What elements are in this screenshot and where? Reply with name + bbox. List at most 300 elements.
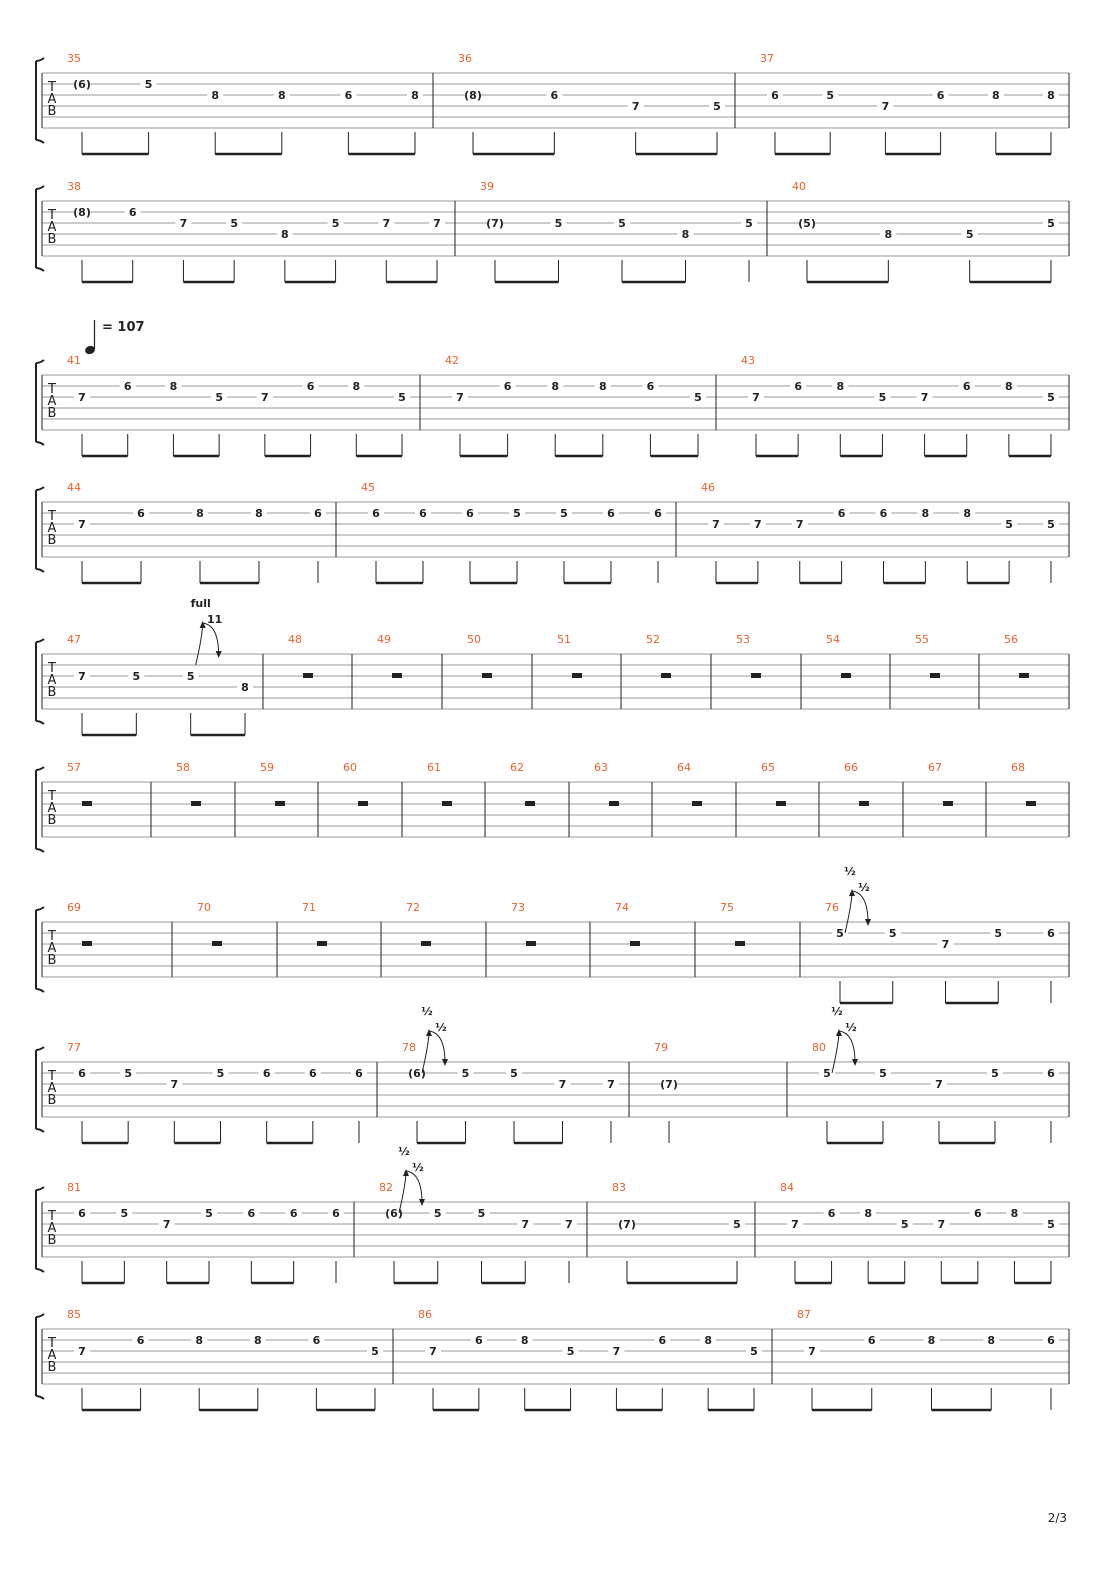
measure-number: 76 <box>825 901 839 914</box>
tab-clef-letter: B <box>47 1093 57 1108</box>
fret-number: 8 <box>1010 1207 1019 1220</box>
fret-number: 7 <box>565 1218 573 1231</box>
fret-number: 8 <box>196 507 204 520</box>
fret-number: 5 <box>745 217 753 230</box>
measure <box>735 52 1059 154</box>
measure-number: 35 <box>67 52 81 65</box>
fret-number: 6 <box>503 380 512 393</box>
fret-number: 5 <box>433 1207 442 1220</box>
measure-number: 47 <box>67 633 81 646</box>
measure-number: 63 <box>594 761 608 774</box>
fret-number: 7 <box>612 1345 621 1358</box>
measure-number: 37 <box>760 52 774 65</box>
measure-number: 87 <box>797 1308 811 1321</box>
bend-target: ½ <box>412 1161 424 1174</box>
fret-number: 7 <box>78 391 86 404</box>
fret-number: 7 <box>791 1218 799 1231</box>
fret-number: 5 <box>513 507 521 520</box>
measure-number: 74 <box>615 901 629 914</box>
tab-clef-letter: A <box>47 394 57 409</box>
fret-number: 8 <box>884 228 893 241</box>
tab-clef-letter: A <box>47 673 57 688</box>
fret-number: 5 <box>132 670 141 683</box>
fret-number: 7 <box>935 1078 943 1091</box>
fret-number: 6 <box>355 1067 363 1080</box>
fret-number: 8 <box>963 507 972 520</box>
measure-number: 48 <box>288 633 302 646</box>
fret-number: 5 <box>566 1345 575 1358</box>
measure <box>455 180 757 282</box>
fret-number: 8 <box>927 1334 936 1347</box>
measure-number: 73 <box>511 901 525 914</box>
bend-annotation <box>398 1145 425 1213</box>
tab-system <box>36 1005 1069 1143</box>
tab-clef-letter: B <box>47 1360 57 1375</box>
system-bracket <box>36 1187 44 1272</box>
fret-number: 5 <box>823 1067 831 1080</box>
rest-icon <box>442 801 452 806</box>
measure <box>67 901 92 946</box>
fret-number: 7 <box>521 1218 530 1231</box>
fret-number: 5 <box>461 1067 470 1080</box>
rest-icon <box>358 801 368 806</box>
fret-number: 6 <box>344 89 353 102</box>
fret-number: (8) <box>464 89 482 102</box>
measure-number: 68 <box>1011 761 1025 774</box>
system-bracket <box>36 639 44 724</box>
tab-clef-letter: T <box>48 208 56 223</box>
tab-clef-letter: B <box>47 685 57 700</box>
measure <box>767 180 1059 282</box>
rest-icon <box>82 941 92 946</box>
fret-number: (7) <box>486 217 504 230</box>
fret-number: 7 <box>631 100 640 113</box>
measure <box>354 1145 577 1283</box>
fret-number: 6 <box>332 1207 340 1220</box>
measure-number: 79 <box>654 1041 668 1054</box>
fret-number: 8 <box>195 1334 204 1347</box>
fret-number: (8) <box>73 206 91 219</box>
measure <box>67 481 326 583</box>
fret-number: 7 <box>795 518 804 531</box>
measure-number: 50 <box>467 633 481 646</box>
tab-system <box>36 1308 1069 1410</box>
fret-number: 6 <box>137 507 145 520</box>
measure-number: 77 <box>67 1041 81 1054</box>
fret-number: 6 <box>1047 1067 1055 1080</box>
fret-number: 7 <box>808 1345 816 1358</box>
fret-number: 6 <box>78 1207 86 1220</box>
fret-number: 6 <box>419 507 427 520</box>
measure-number: 59 <box>260 761 274 774</box>
fret-number: 5 <box>994 927 1003 940</box>
measure-number: 51 <box>557 633 571 646</box>
fret-number: 6 <box>962 380 971 393</box>
fret-number: 6 <box>78 1067 86 1080</box>
fret-number: 8 <box>211 89 220 102</box>
fret-number: 5 <box>216 1067 225 1080</box>
rest-icon <box>1026 801 1036 806</box>
system-bracket <box>36 360 44 445</box>
fret-number: 6 <box>289 1207 298 1220</box>
measure <box>433 52 725 154</box>
tab-clef-letter: A <box>47 220 57 235</box>
measure <box>67 1308 383 1410</box>
measure-number: 36 <box>458 52 472 65</box>
bend-label: full <box>190 597 211 610</box>
rest-icon <box>525 801 535 806</box>
fret-number: 7 <box>78 670 86 683</box>
measure <box>676 481 1059 583</box>
bend-arrow-icon <box>196 623 203 665</box>
fret-number: 5 <box>826 89 835 102</box>
bend-annotation <box>831 1005 858 1073</box>
measure <box>336 481 666 583</box>
fret-number: 8 <box>991 89 1000 102</box>
rest-icon <box>421 941 431 946</box>
measure-number: 67 <box>928 761 942 774</box>
fret-number: 6 <box>827 1207 836 1220</box>
fret-number: 5 <box>205 1207 213 1220</box>
fret-number: 7 <box>433 217 441 230</box>
rest-icon <box>776 801 786 806</box>
measure-number: 57 <box>67 761 81 774</box>
arrow-up-icon <box>200 621 206 628</box>
fret-number: 7 <box>752 391 760 404</box>
arrow-up-icon <box>849 889 855 896</box>
fret-number: 6 <box>1047 927 1055 940</box>
tab-clef-letter: B <box>47 104 57 119</box>
measure-number: 86 <box>418 1308 432 1321</box>
fret-number: 7 <box>78 518 86 531</box>
fret-number: 5 <box>965 228 974 241</box>
system-bracket <box>36 1314 44 1399</box>
tab-clef-letter: T <box>48 1209 56 1224</box>
fret-number: 8 <box>411 89 419 102</box>
tab-clef-letter: A <box>47 941 57 956</box>
fret-number: 6 <box>867 1334 876 1347</box>
fret-number: 8 <box>864 1207 872 1220</box>
fret-number: 8 <box>598 380 607 393</box>
bend-annotation <box>844 865 871 933</box>
measure <box>629 1041 678 1143</box>
bend-arrow-icon <box>832 1031 839 1073</box>
measure <box>716 354 1059 456</box>
fret-number: 7 <box>881 100 890 113</box>
fret-number: (7) <box>618 1218 636 1231</box>
fret-number: 6 <box>309 1067 317 1080</box>
fret-number: 7 <box>607 1078 615 1091</box>
tab-clef-letter: B <box>47 953 57 968</box>
fret-number: 5 <box>1047 1218 1055 1231</box>
fret-number: 6 <box>314 507 322 520</box>
bend-target: 11 <box>207 613 223 626</box>
measure <box>67 1041 367 1143</box>
measure-number: 71 <box>302 901 316 914</box>
tab-clef-letter: T <box>48 1336 56 1351</box>
tab-systems <box>36 52 1069 1410</box>
arrow-up-icon <box>836 1029 842 1036</box>
measure-number: 85 <box>67 1308 81 1321</box>
measure <box>772 1308 1059 1410</box>
fret-number: 5 <box>991 1067 999 1080</box>
fret-number: 5 <box>510 1067 518 1080</box>
tempo-marking <box>84 320 145 355</box>
fret-number: 6 <box>550 89 559 102</box>
fret-number: 6 <box>475 1334 483 1347</box>
tab-system <box>36 180 1069 282</box>
measure <box>587 1181 745 1283</box>
tab-clef-letter: T <box>48 929 56 944</box>
tab-clef-letter: T <box>48 80 56 95</box>
tab-system <box>36 1145 1069 1283</box>
measure-number: 54 <box>826 633 840 646</box>
tab-clef-letter: T <box>48 661 56 676</box>
measure-number: 53 <box>736 633 750 646</box>
measure-number: 81 <box>67 1181 81 1194</box>
fret-number: 5 <box>477 1207 486 1220</box>
fret-number: 8 <box>255 507 263 520</box>
fret-number: 7 <box>382 217 391 230</box>
rest-icon <box>191 801 201 806</box>
bend-label: ½ <box>844 865 856 878</box>
tab-system <box>36 481 1069 583</box>
fret-number: 5 <box>371 1345 379 1358</box>
fret-number: 5 <box>554 217 563 230</box>
fret-number: 6 <box>136 1334 145 1347</box>
fret-number: 6 <box>837 507 846 520</box>
tab-clef-letter: A <box>47 1221 57 1236</box>
system-bracket <box>36 186 44 271</box>
page-number: 2/3 <box>1047 1511 1067 1525</box>
fret-number: 5 <box>879 1067 887 1080</box>
measure-number: 58 <box>176 761 190 774</box>
rest-icon <box>661 673 671 678</box>
fret-number: 8 <box>277 89 286 102</box>
fret-number: 6 <box>654 507 662 520</box>
measure <box>755 1181 1059 1283</box>
fret-number: 8 <box>281 228 289 241</box>
measure-number: 43 <box>741 354 755 367</box>
measure-number: 41 <box>67 354 81 367</box>
measure-number: 62 <box>510 761 524 774</box>
measure <box>67 354 410 456</box>
rest-icon <box>692 801 702 806</box>
rest-icon <box>275 801 285 806</box>
measure-number: 78 <box>402 1041 416 1054</box>
fret-number: 8 <box>352 380 361 393</box>
measure-number: 56 <box>1004 633 1018 646</box>
fret-number: 6 <box>794 380 802 393</box>
measure-number: 44 <box>67 481 81 494</box>
fret-number: 5 <box>215 391 223 404</box>
measure <box>67 180 445 282</box>
rest-icon <box>751 673 761 678</box>
measure <box>67 761 92 806</box>
measure-number: 38 <box>67 180 81 193</box>
tab-clef-letter: A <box>47 801 57 816</box>
measure <box>67 1181 344 1283</box>
fret-number: 5 <box>888 927 897 940</box>
fret-number: 7 <box>261 391 269 404</box>
measure-number: 64 <box>677 761 691 774</box>
measure-number: 60 <box>343 761 357 774</box>
fret-number: (5) <box>798 217 816 230</box>
fret-number: 7 <box>941 938 950 951</box>
fret-number: 8 <box>1047 89 1055 102</box>
tab-clef-letter: B <box>47 813 57 828</box>
bend-label: ½ <box>831 1005 843 1018</box>
fret-number: 6 <box>466 507 474 520</box>
fret-number: 8 <box>241 681 249 694</box>
bend-label: ½ <box>398 1145 410 1158</box>
rest-icon <box>859 801 869 806</box>
measure <box>393 1308 762 1410</box>
measure-number: 82 <box>379 1181 393 1194</box>
tempo-text: = 107 <box>102 320 145 335</box>
fret-number: 5 <box>120 1207 129 1220</box>
rest-icon <box>482 673 492 678</box>
bend-arrow-icon <box>845 891 852 933</box>
tab-clef-letter: T <box>48 1069 56 1084</box>
fret-number: 7 <box>558 1078 567 1091</box>
fret-number: 8 <box>1005 380 1013 393</box>
fret-number: 7 <box>170 1078 179 1091</box>
rest-icon <box>526 941 536 946</box>
fret-number: 6 <box>306 380 315 393</box>
fret-number: 6 <box>936 89 945 102</box>
fret-number: 6 <box>646 380 655 393</box>
tab-clef-letter: T <box>48 789 56 804</box>
fret-number: 6 <box>1047 1334 1055 1347</box>
rest-icon <box>303 673 313 678</box>
fret-number: 8 <box>520 1334 529 1347</box>
fret-number: 5 <box>836 927 844 940</box>
fret-number: 5 <box>560 507 568 520</box>
measure-number: 83 <box>612 1181 626 1194</box>
measure-number: 40 <box>792 180 806 193</box>
bend-annotation <box>191 597 223 665</box>
fret-number: 5 <box>144 78 153 91</box>
rest-icon <box>735 941 745 946</box>
measure-number: 66 <box>844 761 858 774</box>
bend-target: ½ <box>435 1021 447 1034</box>
fret-number: 5 <box>398 391 406 404</box>
system-bracket <box>36 487 44 572</box>
system-bracket <box>36 58 44 143</box>
rest-icon <box>1019 673 1029 678</box>
fret-number: 6 <box>123 380 132 393</box>
fret-number: 7 <box>162 1218 171 1231</box>
measure-number: 45 <box>361 481 375 494</box>
fret-number: 7 <box>937 1218 946 1231</box>
tab-system <box>36 354 1069 456</box>
system-bracket <box>36 1047 44 1132</box>
fret-number: 5 <box>900 1218 909 1231</box>
fret-number: 8 <box>921 507 930 520</box>
rest-icon <box>609 801 619 806</box>
tab-clef-letter: A <box>47 92 57 107</box>
tab-clef-letter: B <box>47 406 57 421</box>
measure-number: 69 <box>67 901 81 914</box>
fret-number: 5 <box>1005 518 1013 531</box>
measure <box>67 52 423 154</box>
fret-number: 6 <box>771 89 779 102</box>
measure-number: 65 <box>761 761 775 774</box>
system-bracket <box>36 907 44 992</box>
measure-number: 80 <box>812 1041 826 1054</box>
fret-number: 7 <box>78 1345 86 1358</box>
fret-number: 8 <box>551 380 560 393</box>
fret-number: 5 <box>186 670 195 683</box>
measure-number: 52 <box>646 633 660 646</box>
fret-number: 7 <box>754 518 762 531</box>
tab-clef-letter: T <box>48 509 56 524</box>
fret-number: 5 <box>694 391 702 404</box>
bend-label: ½ <box>421 1005 433 1018</box>
rest-icon <box>317 941 327 946</box>
fret-number: 8 <box>704 1334 712 1347</box>
rest-icon <box>841 673 851 678</box>
fret-number: 8 <box>987 1334 996 1347</box>
rest-icon <box>82 801 92 806</box>
measure-number: 42 <box>445 354 459 367</box>
fret-number: (7) <box>660 1078 678 1091</box>
fret-number: 6 <box>974 1207 982 1220</box>
fret-number: 8 <box>836 380 845 393</box>
fret-number: 8 <box>681 228 690 241</box>
rest-icon <box>392 673 402 678</box>
measure-number: 72 <box>406 901 420 914</box>
fret-number: 5 <box>331 217 340 230</box>
fret-number: 6 <box>262 1067 271 1080</box>
fret-number: 6 <box>128 206 137 219</box>
rest-icon <box>943 801 953 806</box>
bend-target: ½ <box>858 881 870 894</box>
arrow-up-icon <box>403 1169 409 1176</box>
bend-target: ½ <box>845 1021 857 1034</box>
tab-system <box>36 597 1069 735</box>
tab-system <box>36 761 1069 852</box>
measure-number: 55 <box>915 633 929 646</box>
fret-number: (6) <box>385 1207 403 1220</box>
tab-clef-letter: A <box>47 1081 57 1096</box>
fret-number: 5 <box>230 217 238 230</box>
tab-clef-letter: B <box>47 533 57 548</box>
fret-number: 5 <box>733 1218 741 1231</box>
fret-number: (6) <box>408 1067 426 1080</box>
fret-number: 5 <box>713 100 721 113</box>
measure <box>800 865 1059 1003</box>
fret-number: 7 <box>456 391 464 404</box>
measure-number: 49 <box>377 633 391 646</box>
fret-number: 6 <box>658 1334 667 1347</box>
measure-number: 61 <box>427 761 441 774</box>
fret-number: 6 <box>312 1334 321 1347</box>
fret-number: 5 <box>750 1345 758 1358</box>
tab-clef-letter: A <box>47 521 57 536</box>
fret-number: 7 <box>920 391 929 404</box>
fret-number: 5 <box>618 217 626 230</box>
tab-clef-letter: A <box>47 1348 57 1363</box>
fret-number: 5 <box>1047 518 1055 531</box>
fret-number: 5 <box>878 391 887 404</box>
measure <box>787 1005 1059 1143</box>
bend-annotation <box>421 1005 448 1073</box>
rest-icon <box>212 941 222 946</box>
measure-number: 39 <box>480 180 494 193</box>
rest-icon <box>930 673 940 678</box>
